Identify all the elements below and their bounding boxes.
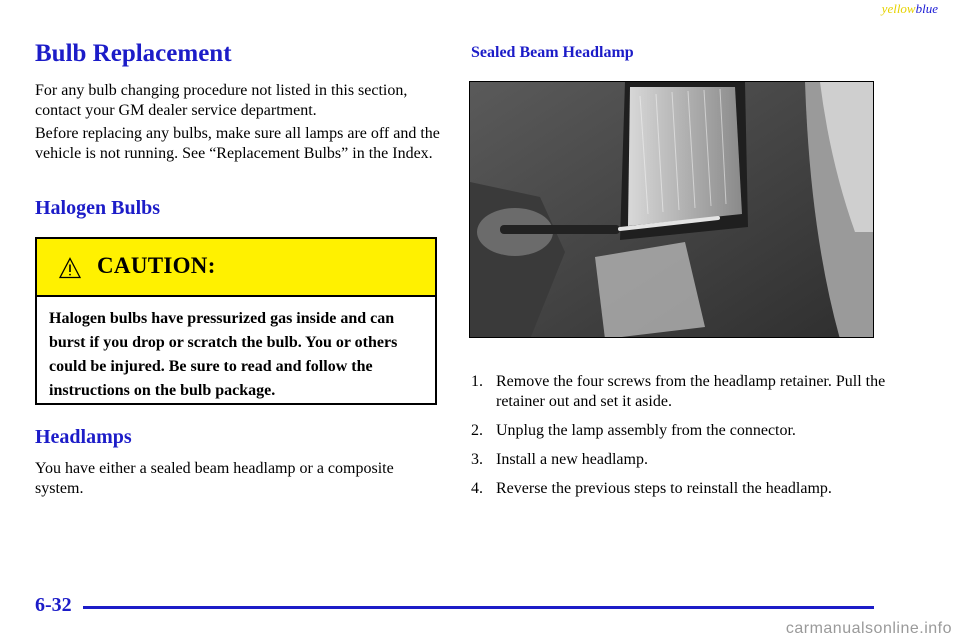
step-item [471, 479, 891, 499]
headlamp-illustration [470, 82, 874, 338]
caution-title: CAUTION: [97, 253, 216, 278]
warning-triangle-icon [59, 257, 81, 279]
headlamp-photo [469, 81, 874, 338]
step-list [471, 372, 891, 508]
edition-tag [882, 1, 938, 17]
step-number: 1. [471, 373, 483, 390]
step-number: 4. [471, 480, 483, 497]
intro-paragraph-2: Before replacing any bulbs, make sure all lamps are off and the vehicle is not running. See “Replacement Bulbs” in the Index. [35, 125, 440, 162]
step-text: Reverse the previous steps to reinstall the headlamp. [496, 480, 832, 497]
caution-box [35, 237, 437, 405]
caution-header [37, 239, 435, 297]
step-text: Install a new headlamp. [496, 451, 648, 468]
step-text: Unplug the lamp assembly from the connector. [496, 422, 796, 439]
tag-blue: blue [915, 1, 938, 16]
intro-paragraph-1: For any bulb changing procedure not listed in this section, contact your GM dealer service department. [35, 82, 408, 119]
caution-text: Halogen bulbs have pressurized gas inside and can burst if you drop or scratch the bulb. You or others could be injured. Be sure to read and follow the instructions on the bulb package. [49, 310, 398, 399]
step-item [471, 372, 891, 412]
tag-yellow: yellow [881, 1, 916, 16]
step-text: Remove the four screws from the headlamp retainer. Pull the retainer out and set it aside. [496, 373, 886, 410]
step-item [471, 450, 891, 470]
sealed-beam-title: Sealed Beam Headlamp [471, 44, 634, 61]
section-heading-headlamps: Headlamps [35, 426, 132, 448]
page-title: Bulb Replacement [35, 40, 232, 67]
headlamps-paragraph: You have either a sealed beam headlamp or a composite system. [35, 460, 394, 497]
page-number: 6-32 [35, 594, 72, 616]
step-number: 3. [471, 451, 483, 468]
section-heading-halogen: Halogen Bulbs [35, 197, 161, 219]
footer-rule [83, 606, 874, 609]
watermark[interactable]: carmanualsonline.info [785, 620, 952, 637]
step-number: 2. [471, 422, 483, 439]
step-item [471, 421, 891, 441]
